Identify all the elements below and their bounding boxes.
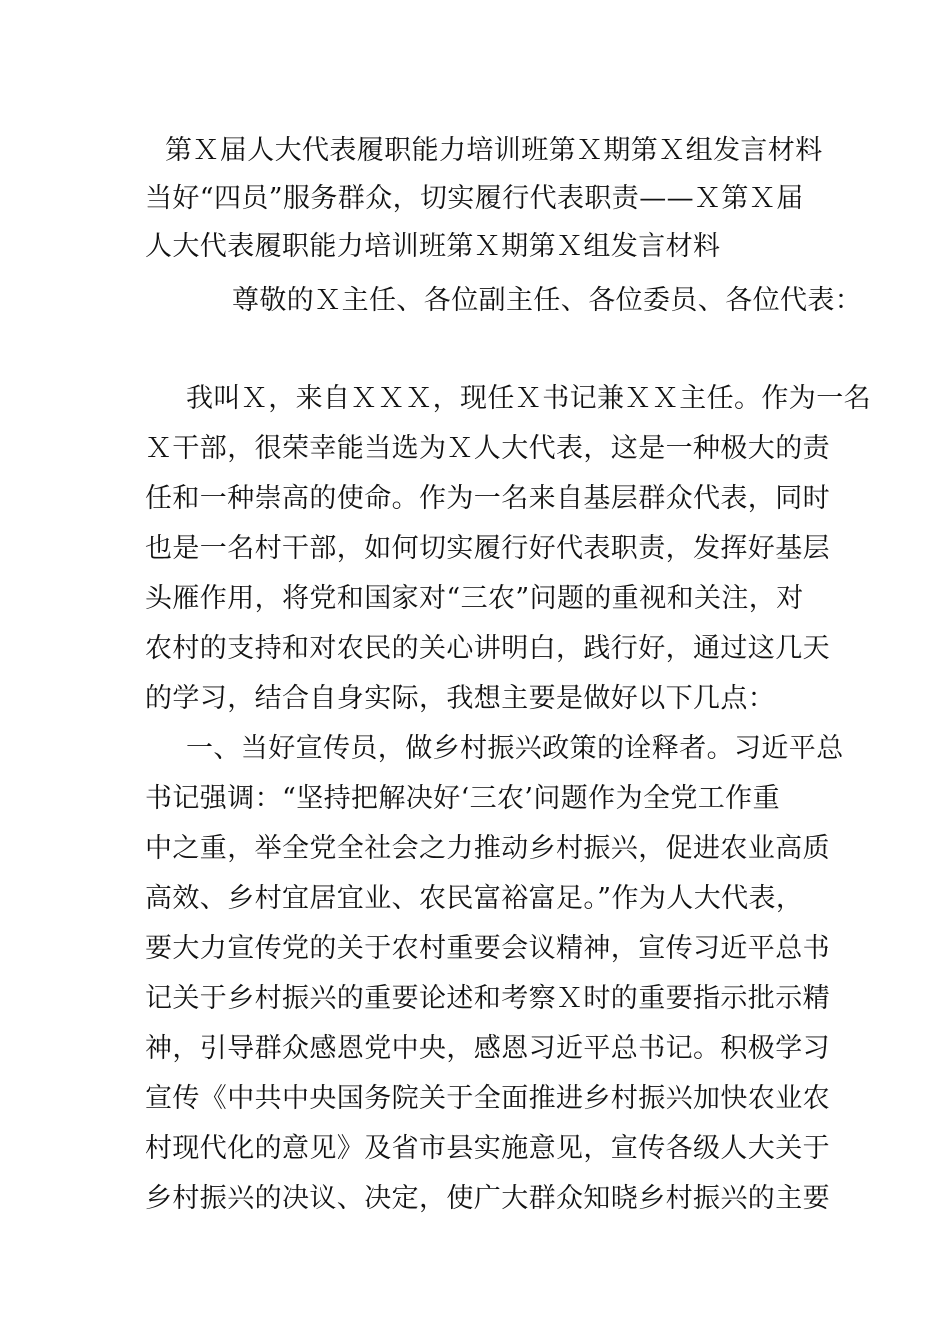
paragraph-1-line: 任和一种崇高的使命。作为一名来自基层群众代表，同时 [145, 483, 830, 514]
paragraph-2-line: 高效、乡村宜居宜业、农民富裕富足。”作为人大代表， [145, 883, 804, 914]
paragraph-2-line: 书记强调：“坚持把解决好‘三农’问题作为全党工作重 [145, 783, 780, 814]
paragraph-1-line: 我叫Ｘ，来自ＸＸＸ，现任Ｘ书记兼ＸＸ主任。作为一名 [186, 383, 871, 414]
paragraph-2-line: 乡村振兴的决议、决定，使广大群众知晓乡村振兴的主要 [145, 1183, 830, 1214]
paragraph-2-line: 要大力宣传党的关于农村重要会议精神，宣传习近平总书 [145, 933, 830, 964]
paragraph-2-line: 宣传《中共中央国务院关于全面推进乡村振兴加快农业农 [145, 1083, 830, 1114]
document-title-line-1: 第Ｘ届人大代表履职能力培训班第Ｘ期第Ｘ组发言材料 [165, 135, 823, 166]
paragraph-2-line: 神，引导群众感恩党中央，感恩习近平总书记。积极学习 [145, 1033, 830, 1064]
paragraph-1-line: 农村的支持和对农民的关心讲明白，践行好，通过这几天 [145, 633, 830, 664]
salutation: 尊敬的Ｘ主任、各位副主任、各位委员、各位代表： [232, 285, 863, 316]
paragraph-2-line: 村现代化的意见》及省市县实施意见，宣传各级人大关于 [145, 1133, 830, 1164]
paragraph-2-line: 记关于乡村振兴的重要论述和考察Ｘ时的重要指示批示精 [145, 983, 830, 1014]
paragraph-1-line: Ｘ干部，很荣幸能当选为Ｘ人大代表，这是一种极大的责 [145, 433, 830, 464]
paragraph-1-line: 头雁作用，将党和国家对“三农”问题的重视和关注，对 [145, 583, 804, 614]
paragraph-1-line: 的学习，结合自身实际，我想主要是做好以下几点： [145, 683, 776, 714]
document-title-line-3: 人大代表履职能力培训班第Ｘ期第Ｘ组发言材料 [145, 231, 721, 262]
paragraph-2-line: 一、当好宣传员，做乡村振兴政策的诠释者。习近平总 [186, 733, 844, 764]
document-title-line-2: 当好“四员”服务群众，切实履行代表职责——Ｘ第Ｘ届 [145, 183, 804, 214]
paragraph-1-line: 也是一名村干部，如何切实履行好代表职责，发挥好基层 [145, 533, 830, 564]
paragraph-2-line: 中之重，举全党全社会之力推动乡村振兴，促进农业高质 [145, 833, 830, 864]
